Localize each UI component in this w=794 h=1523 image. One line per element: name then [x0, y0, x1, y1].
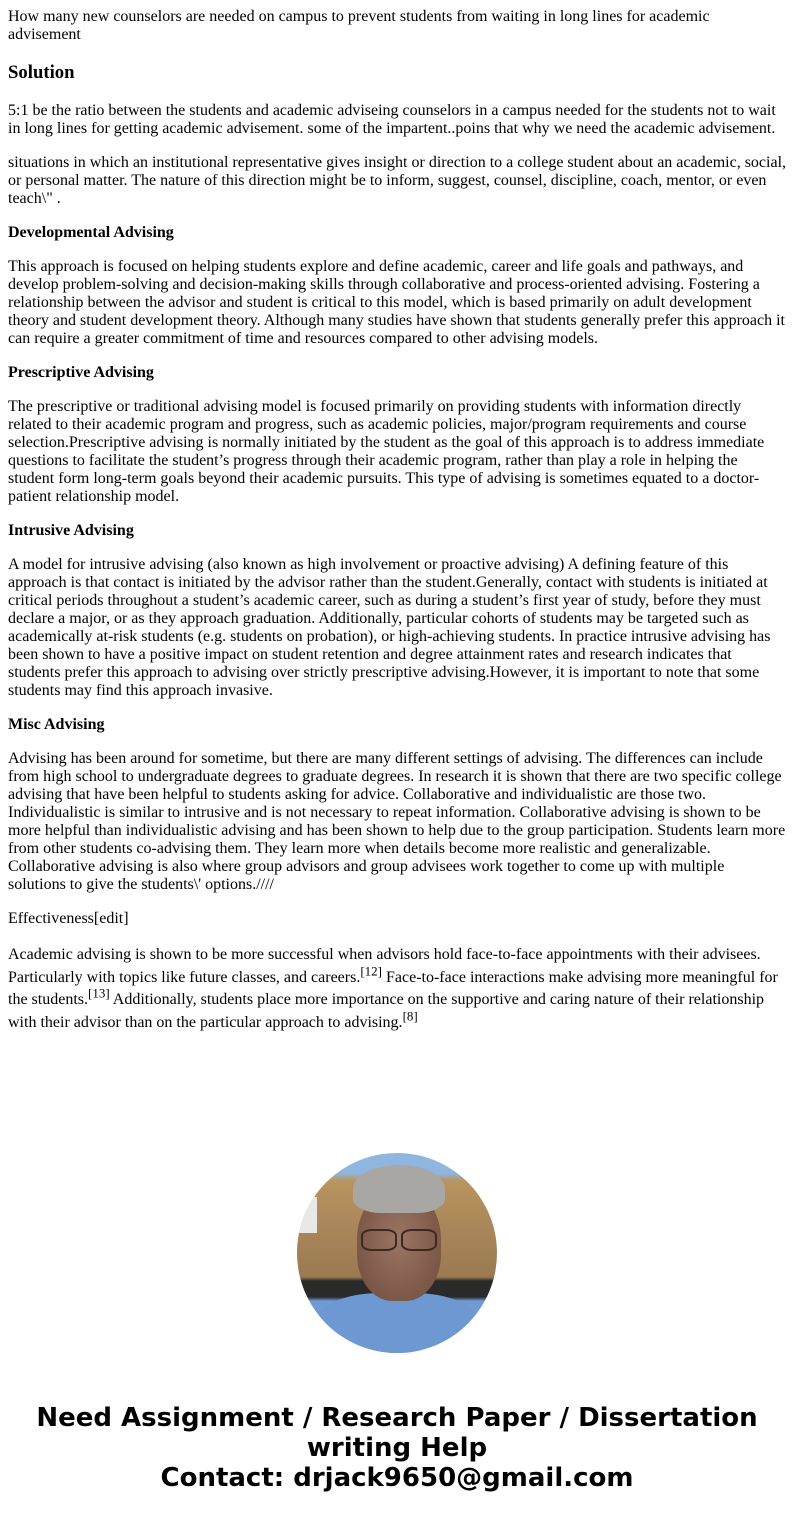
section-heading-intrusive: Intrusive Advising	[8, 522, 134, 539]
solution-heading: Solution	[8, 62, 75, 83]
section-heading-prescriptive: Prescriptive Advising	[8, 364, 154, 381]
photo-glasses-left	[361, 1229, 397, 1251]
effectiveness-heading: Effectiveness[edit]	[8, 910, 129, 927]
promo-line-2: writing Help	[306, 1433, 488, 1463]
section-body-misc: Advising has been around for sometime, but there are many different settings of advising. The differences can include from high school to undergraduate degrees to graduate degrees. In research it is shown that there are two specific college advising that have been helpful to students asking for advice. Collaborative and individualistic are those two. Individualistic is similar to intrusive and is not necessary to repeat information. Collaborative advising is shown to be more helpful than individualistic advising and has been shown to help due to the group participation. Students learn more from other students co-advising them. They learn more when details become more realistic and generalizable. Collaborative advising is also where group advisors and group advisees work together to come up with multiple solutions to give the students\' options.////	[8, 750, 786, 893]
section-body-prescriptive: The prescriptive or traditional advising model is focused primarily on providing students with information directly related to their academic program and progress, such as academic policies, major/program requirements and course selection.Prescriptive advising is normally initiated by the student as the goal of this approach is to address immediate questions to facilitate the student’s progress through their academic program, rather than play a role in helping the student form long-term goals beyond their academic pursuits. This type of advising is sometimes equated to a doctor-patient relationship model.	[8, 398, 765, 505]
photo-glasses-right	[401, 1229, 437, 1251]
reference-link-13[interactable]: [13]	[88, 985, 110, 1001]
author-photo	[297, 1153, 497, 1353]
promo-contact: Contact: drjack9650@gmail.com	[160, 1463, 634, 1493]
promo-line-1: Need Assignment / Research Paper / Dissertation	[36, 1403, 758, 1433]
photo-wall-switch	[297, 1197, 317, 1233]
promo-banner	[0, 1403, 794, 1493]
effectiveness-paragraph	[8, 944, 786, 1034]
portrait-image	[297, 1153, 497, 1353]
section-heading-misc: Misc Advising	[8, 716, 105, 733]
effectiveness-text-3: Additionally, students place more importance on the supportive and caring nature of their relationship with their advisor than on the particular approach to advising.	[8, 991, 765, 1031]
reference-link-8[interactable]: [8]	[402, 1008, 418, 1024]
section-heading-developmental: Developmental Advising	[8, 224, 174, 241]
photo-hair	[353, 1165, 445, 1213]
section-body-intrusive: A model for intrusive advising (also known as high involvement or proactive advising) A defining feature of this approach is that contact is initiated by the advisor rather than the student.Generally, contact with students is initiated at critical periods throughout a student’s academic career, such as during a student’s first year of study, before they must declare a major, or as they approach graduation. Additionally, particular cohorts of students may be targeted such as academically at-risk students (e.g. students on probation), or high-achieving students. In practice intrusive advising has been shown to have a positive impact on student retention and degree attainment rates and research indicates that students prefer this approach to advising over strictly prescriptive advising.However, it is important to note that some students may find this approach invasive.	[8, 556, 771, 699]
question-text: How many new counselors are needed on campus to prevent students from waiting in long lines for academic advisement	[8, 8, 710, 43]
effectiveness-text-1: Academic advising is shown to be more successful when advisors hold face-to-face appointments with their advisees. Particularly with topics like future classes, and careers.	[8, 946, 761, 986]
intro-paragraph: 5:1 be the ratio between the students and academic adviseing counselors in a campus needed for the students not to wait in long lines for getting academic advisement. some of the impartent..poins that why we need the academic advisement.	[8, 102, 776, 137]
section-body-developmental: This approach is focused on helping students explore and define academic, career and life goals and pathways, and develop problem-solving and decision-making skills through collaborative and process-oriented advising. Fostering a relationship between the advisor and student is critical to this model, which is based primarily on adult development theory and student development theory. Although many studies have shown that students generally prefer this approach it can require a greater commitment of time and resources compared to other advising models.	[8, 258, 785, 347]
reference-link-12[interactable]: [12]	[360, 963, 382, 979]
intro-paragraph: situations in which an institutional representative gives insight or direction to a college student about an academic, social, or personal matter. The nature of this direction might be to inform, suggest, counsel, discipline, coach, mentor, or even teach\" .	[8, 154, 787, 207]
photo-shirt	[313, 1293, 481, 1353]
effectiveness-text-2: Face-to-face interactions make advising more meaningful for the students.	[8, 968, 778, 1008]
